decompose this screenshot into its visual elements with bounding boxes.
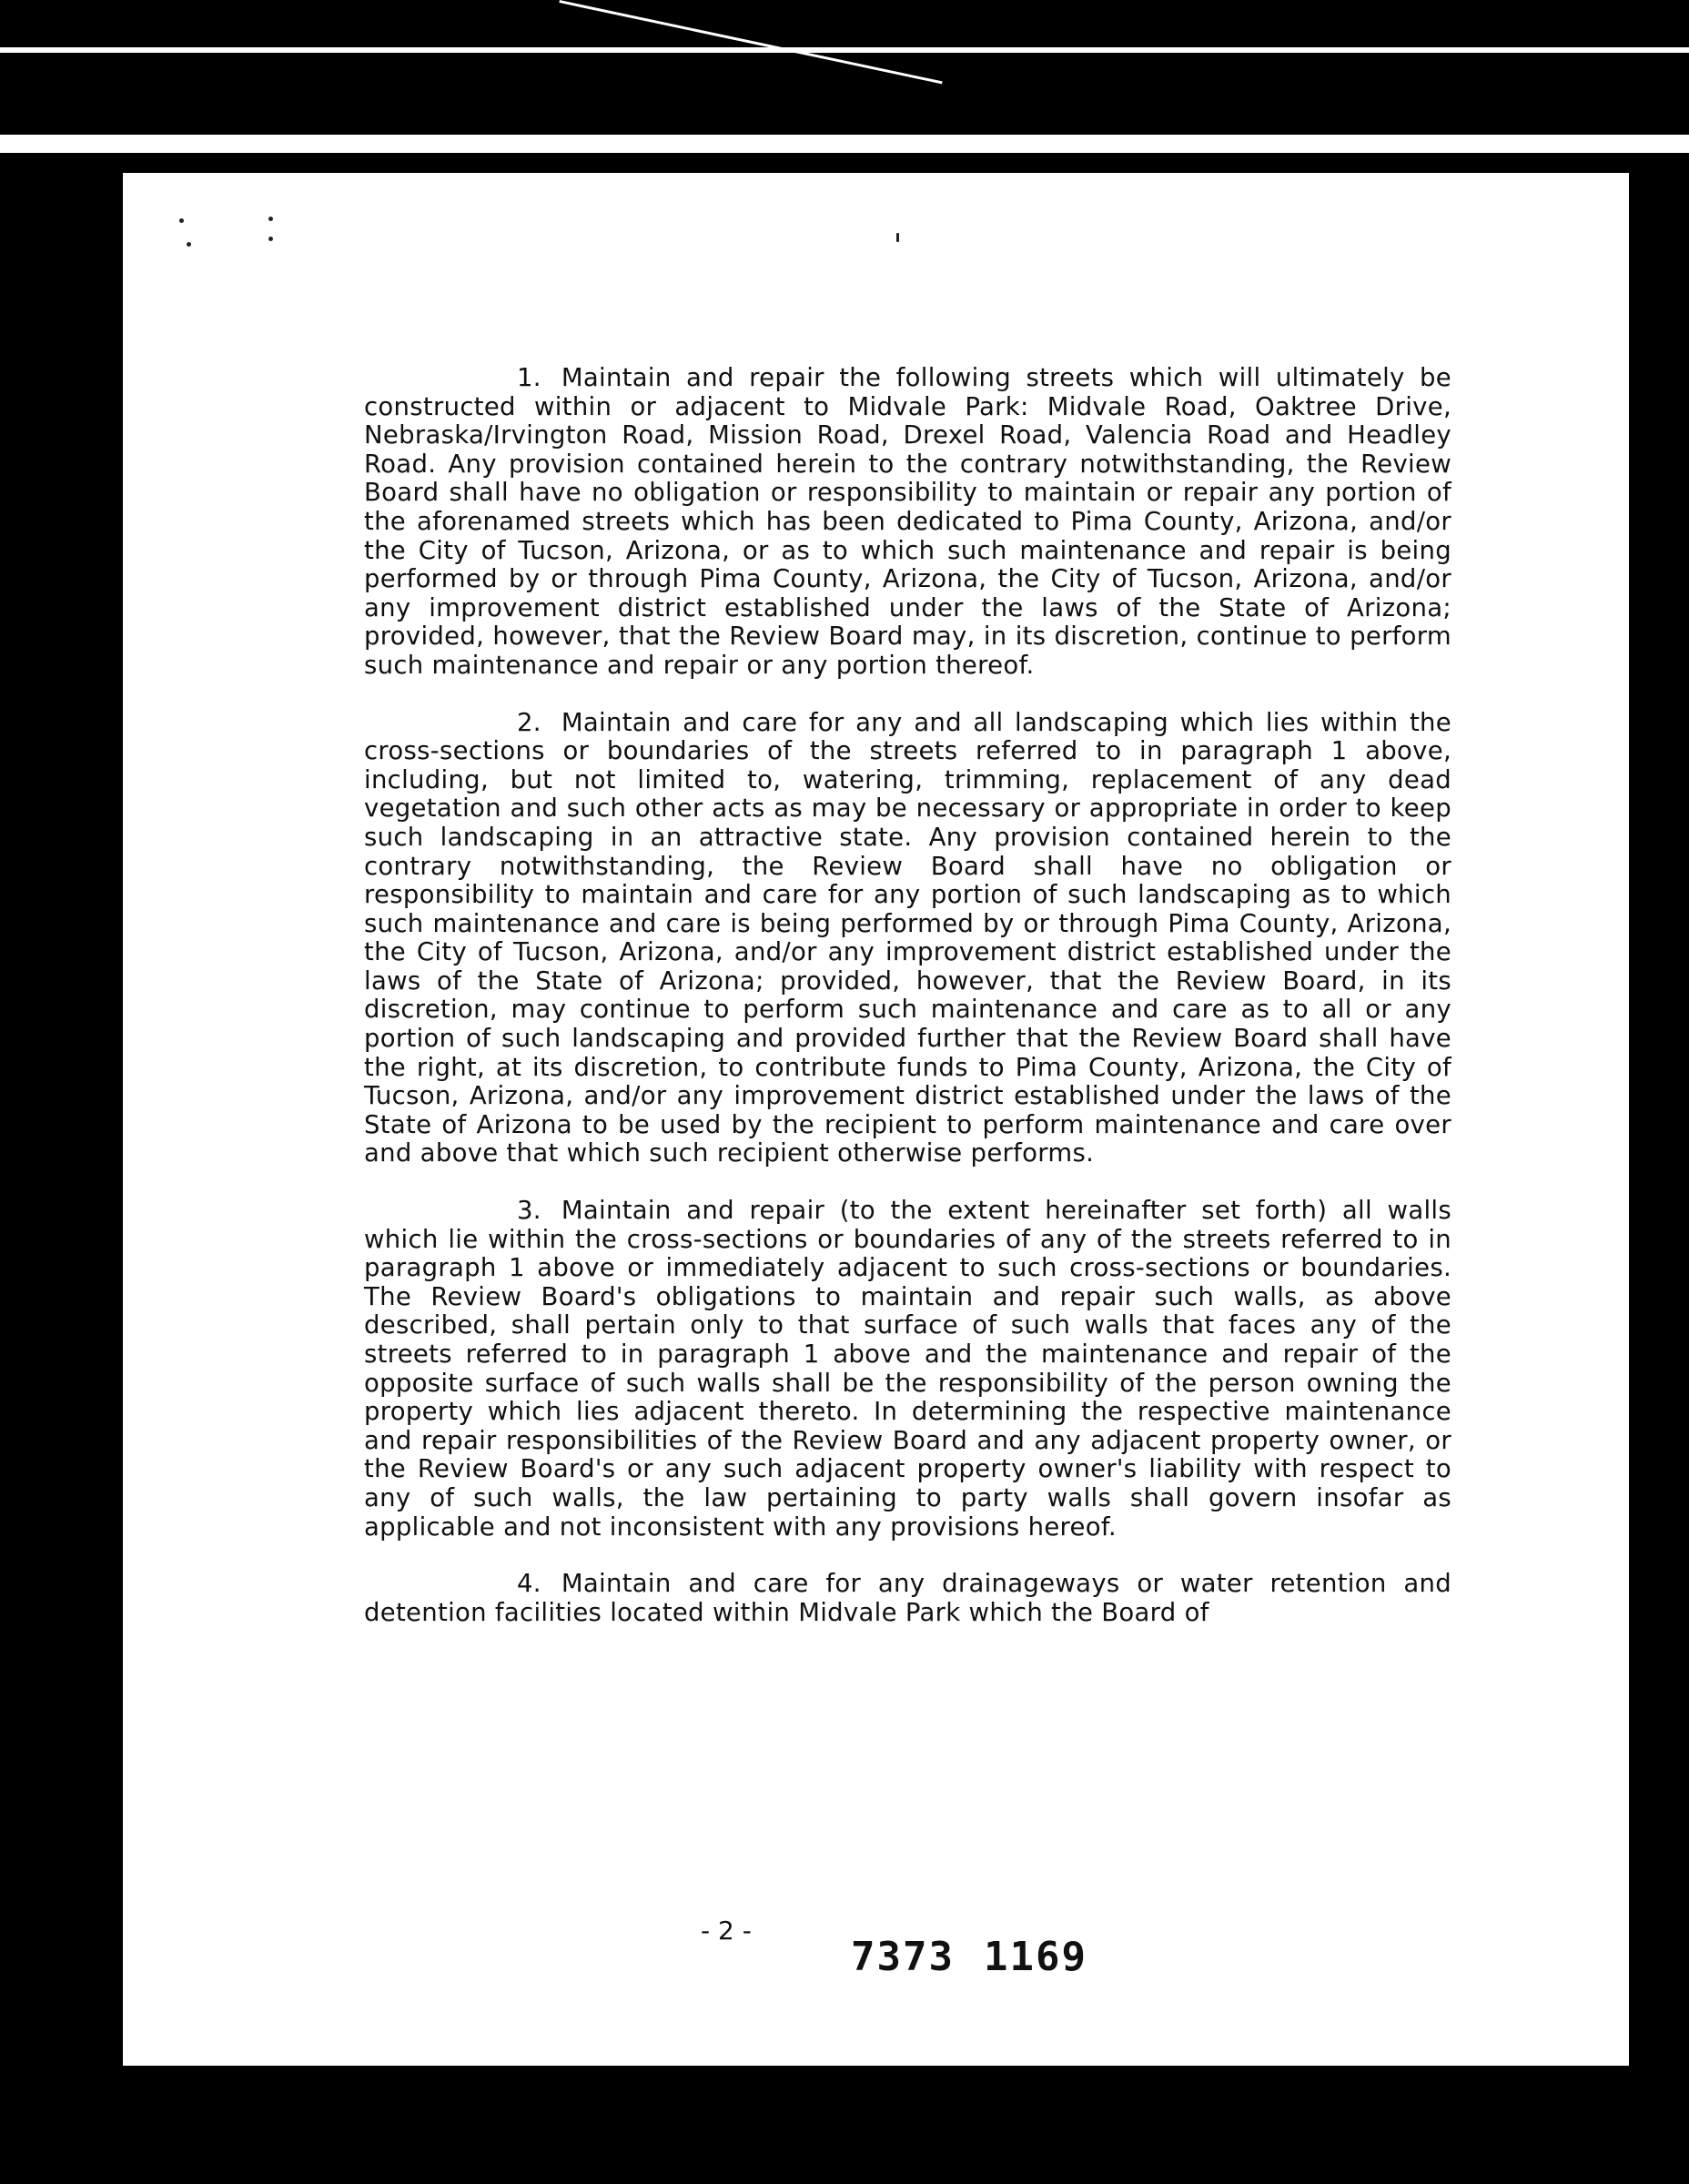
paragraph-text: Maintain and care for any and all landscaping which lies within the cross-sections or boundaries of the streets referred to in paragraph 1 above, including, but not limited to, watering, trimming, replacement of any dead vegetation and such other acts as may be necessary or appropriate in order to keep such landscaping in an attractive state. Any provision contained herein to the contrary notwithstanding, the Review Board shall have no obligation or responsibility to maintain and care for any portion of such landscaping as to which such maintenance and care is being performed by or through Pima County, Arizona, the City of Tucson, Arizona, and/or any improvement district established under the laws of the State of Arizona; provided, however, that the Review Board, in its discretion, may continue to perform such maintenance and care as to all or any portion of such landscaping and provided further that the Review Board shall have the right, at its discretion, to contribute funds to Pima County, Arizona, the City of Tucson, Arizona, and/or any improvement district established under the laws of the State of Arizona to be used by the recipient to perform maintenance and care over and above that which such recipient otherwise performs. [364,707,1451,1168]
paragraph-4 [364,1570,1451,1627]
paragraph-text: Maintain and repair the following streets which will ultimately be constructed within or adjacent to Midvale Park: Midvale Road, Oaktree Drive, Nebraska/Irvington Road, Mission Road, Drexel Road, Valencia Road and Headley Road. Any provision contained herein to the contrary notwithstanding, the Review Board shall have no obligation or responsibility to maintain or repair any portion of the aforenamed streets which has been dedicated to Pima County, Arizona, and/or the City of Tucson, Arizona, or as to which such maintenance and repair is being performed by or through Pima County, Arizona, the City of Tucson, Arizona, and/or any improvement district established under the laws of the State of Arizona; provided, however, that the Review Board may, in its discretion, continue to perform such maintenance and repair or any portion thereof. [364,363,1451,680]
document-page [123,173,1629,2066]
page-number: - 2 - [701,1916,752,1946]
paragraph-2 [364,709,1451,1169]
document-body [364,364,1451,1655]
recording-stamp [851,1934,1087,1980]
paragraph-number: 1. [517,363,541,392]
scan-speck [187,242,191,247]
scan-band-lower [0,135,1689,153]
paragraph-1 [364,364,1451,681]
paragraph-3 [364,1197,1451,1542]
scan-speck [268,237,273,241]
paragraph-text: Maintain and repair (to the extent hereinafter set forth) all walls which lie within the cross-sections or boundaries of any of the streets referred to in paragraph 1 above or immediately adjacent to such cross-sections or boundaries. The Review Board's obligations to maintain and repair such walls, as above described, shall pertain only to that surface of such walls that faces any of the streets referred to in paragraph 1 above and the maintenance and repair of the opposite surface of such walls shall be the responsibility of the person owning the property which lies adjacent thereto. In determining the respective maintenance and repair responsibilities of the Review Board and any adjacent property owner, or the Review Board's or any such adjacent property owner's liability with respect to any of such walls, the law pertaining to party walls shall govern insofar as applicable and not inconsistent with any provisions hereof. [364,1196,1451,1542]
scan-speck [896,233,899,242]
scan-streak [559,0,942,84]
paragraph-number: 2. [517,707,541,737]
paragraph-number: 4. [517,1569,541,1599]
paragraph-number: 3. [517,1196,541,1226]
scan-speck [179,218,184,223]
stamp-docket: 7373 [851,1934,955,1980]
stamp-page: 1169 [983,1934,1087,1980]
paragraph-text: Maintain and care for any drainageways or water retention and detention facilities located within Midvale Park which the Board of [364,1569,1451,1627]
scan-speck [268,217,273,221]
scan-band-top [0,47,1689,53]
